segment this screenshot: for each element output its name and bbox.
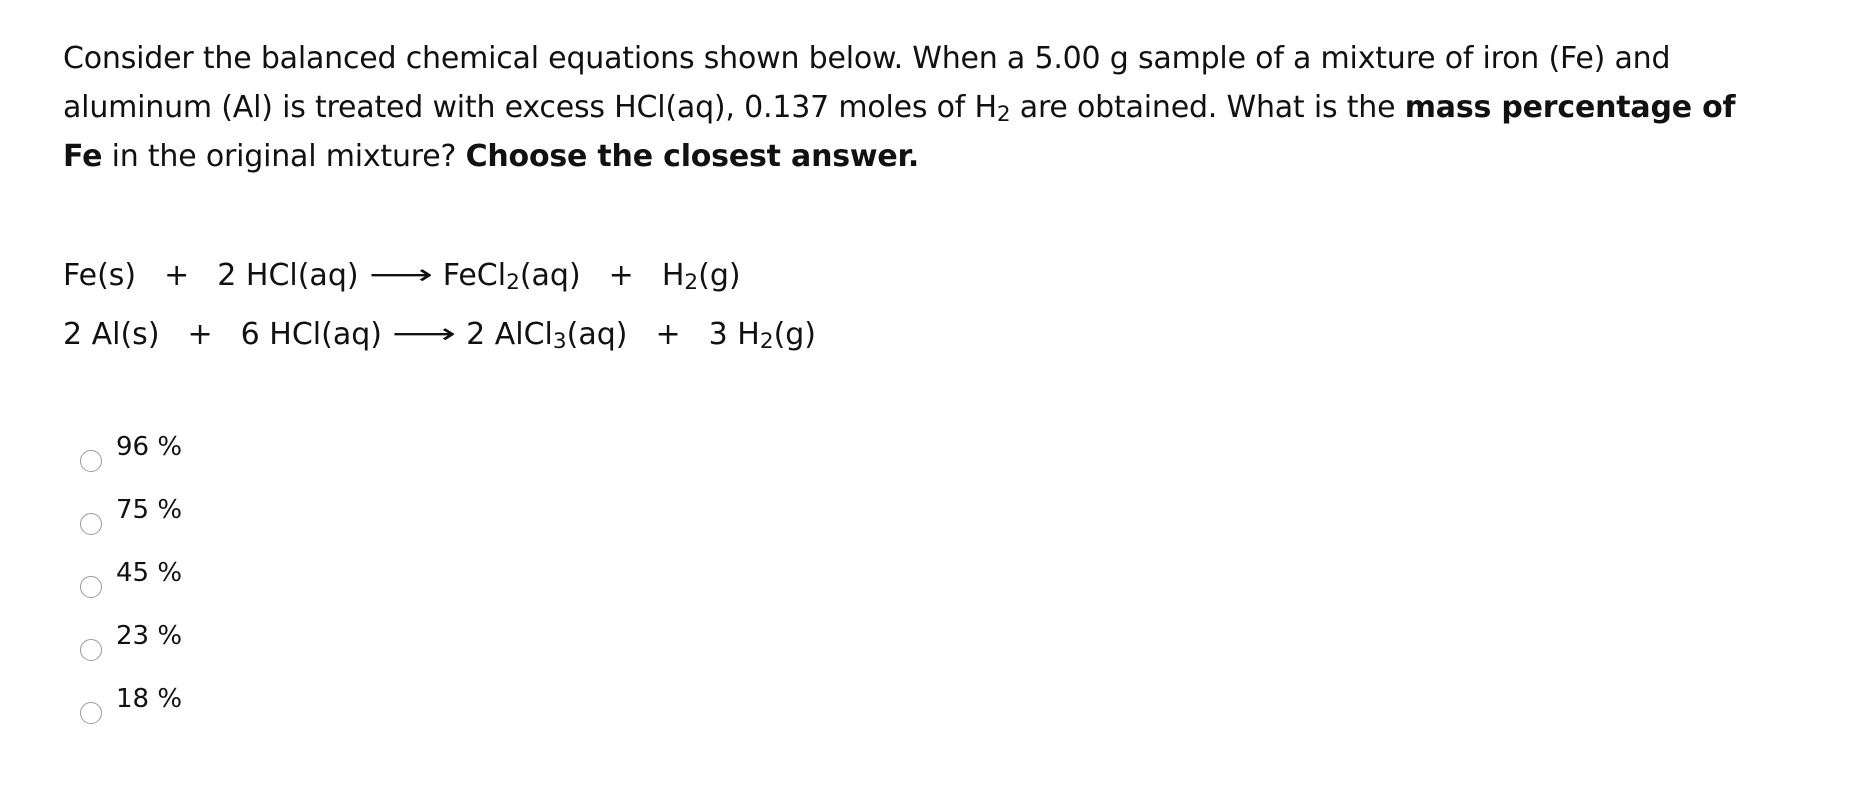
answer-label[interactable]: 96 % [116,432,183,462]
question-bold-mass-percentage: mass percentage of Fe [63,90,1736,174]
equation-iron [63,256,741,296]
radio-button[interactable] [80,576,102,598]
radio-button[interactable] [80,450,102,472]
eq1-reactant-2: 2 HCl(aq) [217,258,359,293]
answer-label[interactable]: 45 % [116,558,183,588]
eq2-product-1: 2 AlCl$_3$(aq) [466,317,628,354]
eq1-reactant-1: Fe(s) [63,258,137,293]
radio-button[interactable] [80,702,102,724]
eq2-plus-2: + [655,317,681,352]
equation-aluminum [63,315,816,355]
answer-label[interactable]: 75 % [116,495,183,525]
question-text [63,34,1763,181]
radio-button[interactable] [80,639,102,661]
eq2-plus-1: + [187,317,213,352]
eq2-product-2: 3 $H_2(g)$ [708,317,817,354]
eq2-arrow-icon: ⟶ [391,317,457,350]
answer-label[interactable]: 18 % [116,684,183,714]
eq1-arrow-icon: ⟶ [368,258,433,291]
question-part-2: are obtained. What is the [1010,90,1405,125]
question-part-1: Consider the balanced chemical equations shown below. When a 5.00 g sample of a mixture of iron (Fe) and aluminum (Al) is treated with excess HCl(aq), 0.137 moles of H [63,41,1671,125]
eq2-reactant-1: 2 Al(s) [63,317,160,352]
answer-label[interactable]: 23 % [116,621,183,651]
eq1-plus-2: + [608,258,634,293]
question-subscript: 2 [996,101,1011,127]
eq1-product-1: FeCl$_2$(aq) [442,258,581,295]
eq2-reactant-2: 6 HCl(aq) [240,317,382,352]
eq1-product-2: $H_2(g)$ [661,258,741,295]
question-bold-instruction: Choose the closest answer. [465,139,920,174]
radio-button[interactable] [80,513,102,535]
question-part-3: in the original mixture? [102,139,466,174]
eq1-plus-1: + [164,258,190,293]
